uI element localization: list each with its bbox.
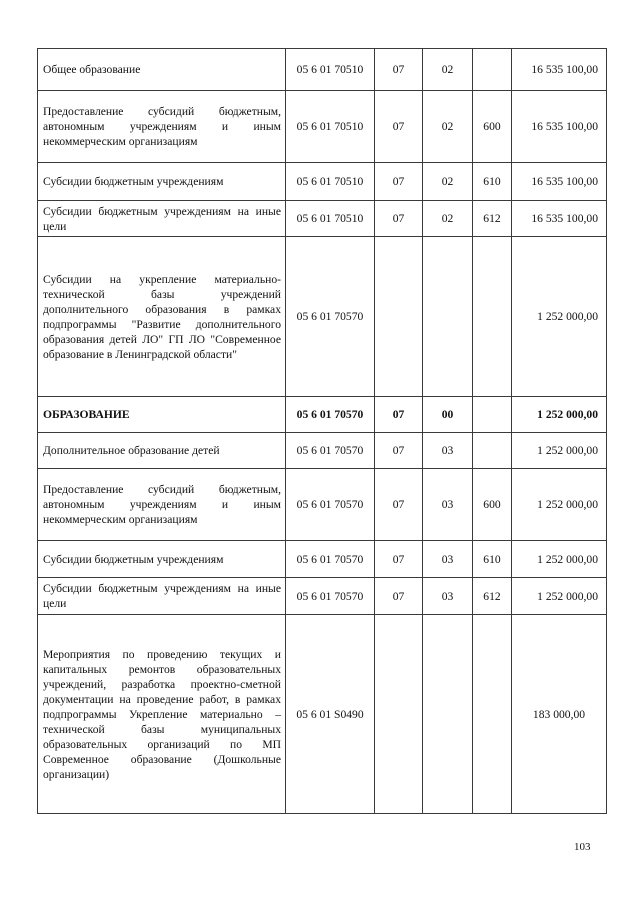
row-name-cell: Субсидии бюджетным учреждениям <box>38 541 286 578</box>
amount-cell: 16 535 100,00 <box>512 91 607 163</box>
amount-cell: 1 252 000,00 <box>512 578 607 615</box>
expense-type-cell <box>473 49 512 91</box>
expense-type-cell: 610 <box>473 541 512 578</box>
section-cell: 07 <box>375 201 423 237</box>
target-code-cell: 05 6 01 70570 <box>286 433 375 469</box>
section-cell: 07 <box>375 578 423 615</box>
row-name-cell: Предоставление субсидий бюджетным, автономным учреждениям и иным некоммерческим организациям <box>38 91 286 163</box>
table-row <box>38 237 607 397</box>
expense-type-cell: 612 <box>473 578 512 615</box>
target-code-cell: 05 6 01 70510 <box>286 91 375 163</box>
expense-type-cell: 612 <box>473 201 512 237</box>
section-cell: 07 <box>375 397 423 433</box>
row-name-cell: Общее образование <box>38 49 286 91</box>
expense-type-cell <box>473 615 512 814</box>
section-cell: 07 <box>375 49 423 91</box>
amount-cell: 16 535 100,00 <box>512 49 607 91</box>
target-code-cell: 05 6 01 70570 <box>286 541 375 578</box>
target-code-cell: 05 6 01 70510 <box>286 201 375 237</box>
target-code-cell: 05 6 01 70510 <box>286 49 375 91</box>
amount-cell: 1 252 000,00 <box>512 469 607 541</box>
expense-type-cell <box>473 237 512 397</box>
table-row <box>38 469 607 541</box>
table-row <box>38 163 607 201</box>
table-row <box>38 615 607 814</box>
target-code-cell: 05 6 01 70570 <box>286 469 375 541</box>
section-cell: 07 <box>375 469 423 541</box>
target-code-cell: 05 6 01 70570 <box>286 237 375 397</box>
section-cell: 07 <box>375 163 423 201</box>
section-cell <box>375 237 423 397</box>
subsection-cell <box>423 615 473 814</box>
subsection-cell: 03 <box>423 469 473 541</box>
row-name-cell: Субсидии бюджетным учреждениям на иные цели <box>38 201 286 237</box>
table-row <box>38 541 607 578</box>
section-cell: 07 <box>375 541 423 578</box>
row-name-cell: Мероприятия по проведению текущих и капитальных ремонтов образовательных учреждений, разработка проектно-сметной документации на проведение работ, в рамках подпрограммы Укрепление материально – технической базы муниципальных образовательных организаций по МП Современное образование (Дошкольные организации) <box>38 615 286 814</box>
table-row <box>38 91 607 163</box>
target-code-cell: 05 6 01 S0490 <box>286 615 375 814</box>
subsection-cell: 03 <box>423 541 473 578</box>
table-row <box>38 578 607 615</box>
page-number: 103 <box>574 841 591 853</box>
subsection-cell: 02 <box>423 49 473 91</box>
budget-table <box>37 48 607 814</box>
amount-cell: 183 000,00 <box>512 615 607 814</box>
section-cell <box>375 615 423 814</box>
expense-type-cell: 600 <box>473 91 512 163</box>
table-row <box>38 49 607 91</box>
expense-type-cell <box>473 433 512 469</box>
amount-cell: 1 252 000,00 <box>512 237 607 397</box>
subsection-cell: 03 <box>423 578 473 615</box>
row-name-cell: Субсидии бюджетным учреждениям <box>38 163 286 201</box>
target-code-cell: 05 6 01 70570 <box>286 578 375 615</box>
row-name-cell: ОБРАЗОВАНИЕ <box>38 397 286 433</box>
expense-type-cell: 600 <box>473 469 512 541</box>
target-code-cell: 05 6 01 70570 <box>286 397 375 433</box>
amount-cell: 1 252 000,00 <box>512 397 607 433</box>
subsection-cell: 02 <box>423 201 473 237</box>
row-name-cell: Субсидии бюджетным учреждениям на иные цели <box>38 578 286 615</box>
amount-cell: 16 535 100,00 <box>512 201 607 237</box>
section-cell: 07 <box>375 91 423 163</box>
table-row <box>38 397 607 433</box>
amount-cell: 1 252 000,00 <box>512 433 607 469</box>
expense-type-cell: 610 <box>473 163 512 201</box>
target-code-cell: 05 6 01 70510 <box>286 163 375 201</box>
subsection-cell <box>423 237 473 397</box>
amount-cell: 16 535 100,00 <box>512 163 607 201</box>
row-name-cell: Предоставление субсидий бюджетным, автономным учреждениям и иным некоммерческим организациям <box>38 469 286 541</box>
table-row <box>38 201 607 237</box>
row-name-cell: Дополнительное образование детей <box>38 433 286 469</box>
row-name-cell: Субсидии на укрепление материально-технической базы учреждений дополнительного образования в рамках подпрограммы "Развитие дополнительного образования детей ЛО" ГП ЛО "Современное образование в Ленинградской области" <box>38 237 286 397</box>
subsection-cell: 00 <box>423 397 473 433</box>
expense-type-cell <box>473 397 512 433</box>
amount-cell: 1 252 000,00 <box>512 541 607 578</box>
subsection-cell: 02 <box>423 91 473 163</box>
table-row <box>38 433 607 469</box>
subsection-cell: 03 <box>423 433 473 469</box>
subsection-cell: 02 <box>423 163 473 201</box>
section-cell: 07 <box>375 433 423 469</box>
